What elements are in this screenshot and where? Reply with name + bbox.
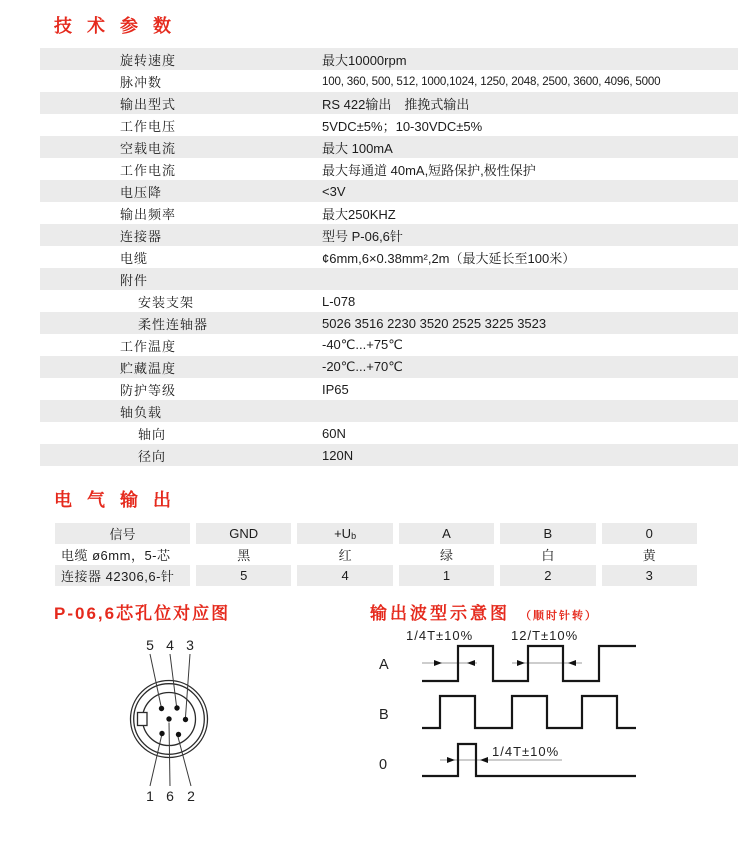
param-label: 输出型式 [120,96,177,112]
connector-pin: 2 [500,565,595,586]
param-label: 轴向 [138,426,167,442]
table-row [40,422,738,444]
table-row [40,70,738,92]
waveform-subtitle: （顺时针转） [520,610,598,622]
table-row [40,92,738,114]
electrical-output-table [55,523,697,586]
pin-2-dot [176,732,181,737]
cable-color: 黑 [237,548,251,563]
connector-pinout-diagram [106,638,240,810]
param-value: <3V [322,183,346,199]
param-label: 电压降 [120,184,163,200]
connector-pin: 1 [399,565,494,586]
param-value: 5VDC±5%；10-30VDC±5% [322,118,483,134]
table-row [55,544,697,565]
pin-1-dot [159,731,164,736]
col-header-a: A [399,523,494,544]
pin-label-6: 6 [166,788,174,804]
param-value: 100, 360, 500, 512, 1000,1024, 1250, 2048, 2500, 3600, 4096, 5000 [322,74,661,88]
ub-base: +U [334,526,352,541]
param-label: 空载电流 [120,140,177,156]
param-value: 最大250KHZ [322,206,396,222]
param-value: 最大每通道 40mA,短路保护,极性保护 [322,162,536,178]
param-value: 120N [322,447,354,463]
connector-row-label: 连接器 42306,6-针 [55,565,190,586]
connector-pin: 3 [602,565,697,586]
col-header-b: B [500,523,595,544]
annotation-quarter-t: 1/4T±10% [406,628,474,643]
waveform-title [370,599,598,624]
param-value: RS 422输出 推挽式输出 [322,96,470,112]
ub-subscript: b [351,531,357,541]
param-value: IP65 [322,381,349,397]
waveform-title-text: 输出波型示意图 [370,604,510,623]
table-row [55,523,697,544]
table-row [40,400,738,422]
param-value: 最大10000rpm [322,52,407,68]
table-row [40,202,738,224]
table-row [40,114,738,136]
col-header-gnd: GND [196,523,291,544]
connector-pins [159,705,188,737]
pin-label-3: 3 [186,638,194,653]
channel-label-0: 0 [379,757,388,773]
param-label: 工作电压 [120,118,177,134]
param-label: 柔性连轴器 [138,316,209,332]
pin-4-dot [174,705,179,710]
col-header-ub [297,523,392,544]
tech-params-table [40,48,738,466]
table-row [40,312,738,334]
waveform-channel-b [422,696,636,728]
param-value: L-078 [322,293,356,309]
pin-6-dot [166,716,171,721]
signal-header: 信号 [55,523,190,544]
param-label: 工作温度 [120,338,177,354]
table-row [40,48,738,70]
annotation-zero-quarter-t: 1/4T±10% [492,744,560,759]
param-label: 输出频率 [120,206,177,222]
cable-row-label: 电缆 ø6mm，5-芯 [61,548,171,563]
pin-label-2: 2 [187,788,195,804]
connector-pin: 5 [196,565,291,586]
param-label: 轴负载 [120,404,163,420]
param-value: 最大 100mA [322,140,393,156]
table-row [40,180,738,202]
channel-label-a: A [379,657,389,673]
table-row [40,268,738,290]
param-value: ¢6mm,6×0.38mm²,2m（最大延长至100米） [322,250,576,266]
param-label: 连接器 [120,228,163,244]
pin-label-1: 1 [146,788,154,804]
table-row [40,246,738,268]
pin-label-4: 4 [166,638,174,653]
param-label: 安装支架 [138,294,195,310]
keyway-notch [138,713,148,726]
param-label: 电缆 [120,250,149,266]
table-row [40,224,738,246]
table-row [40,136,738,158]
channel-label-b: B [379,707,389,723]
output-waveform-diagram [368,626,644,786]
param-value: 60N [322,425,346,441]
pin-label-5: 5 [146,638,154,653]
col-header-0: 0 [602,523,697,544]
connector-pinout-title: P-06,6芯孔位对应图 [54,604,231,623]
tech-params-title: 技 术 参 数 [54,16,177,36]
cable-color: 绿 [439,548,453,563]
param-label: 贮藏温度 [120,360,177,376]
pin-3-dot [183,717,188,722]
param-value: -20℃...+70℃ [322,359,403,374]
pin-5-dot [159,706,164,711]
electrical-output-title: 电 气 输 出 [54,490,177,510]
param-label: 旋转速度 [120,52,177,68]
table-row [40,290,738,312]
cable-color: 白 [541,548,555,563]
annotation-half-t: 12/T±10% [511,628,579,643]
cable-color: 红 [338,548,352,563]
table-row [55,565,697,586]
param-label: 脉冲数 [120,74,163,90]
param-value: 5026 3516 2230 3520 2525 3225 3523 [322,315,547,331]
param-label: 防护等级 [120,382,177,398]
table-row [40,444,738,466]
param-label: 工作电流 [120,162,177,178]
param-label: 径向 [138,448,167,464]
param-value: 型号 P-06,6针 [322,228,403,244]
connector-pin: 4 [297,565,392,586]
table-row [40,378,738,400]
table-row [40,334,738,356]
param-value: -40℃...+75℃ [322,337,403,352]
table-row [40,158,738,180]
param-label: 附件 [120,272,149,288]
table-row [40,356,738,378]
cable-color: 黄 [642,548,656,563]
